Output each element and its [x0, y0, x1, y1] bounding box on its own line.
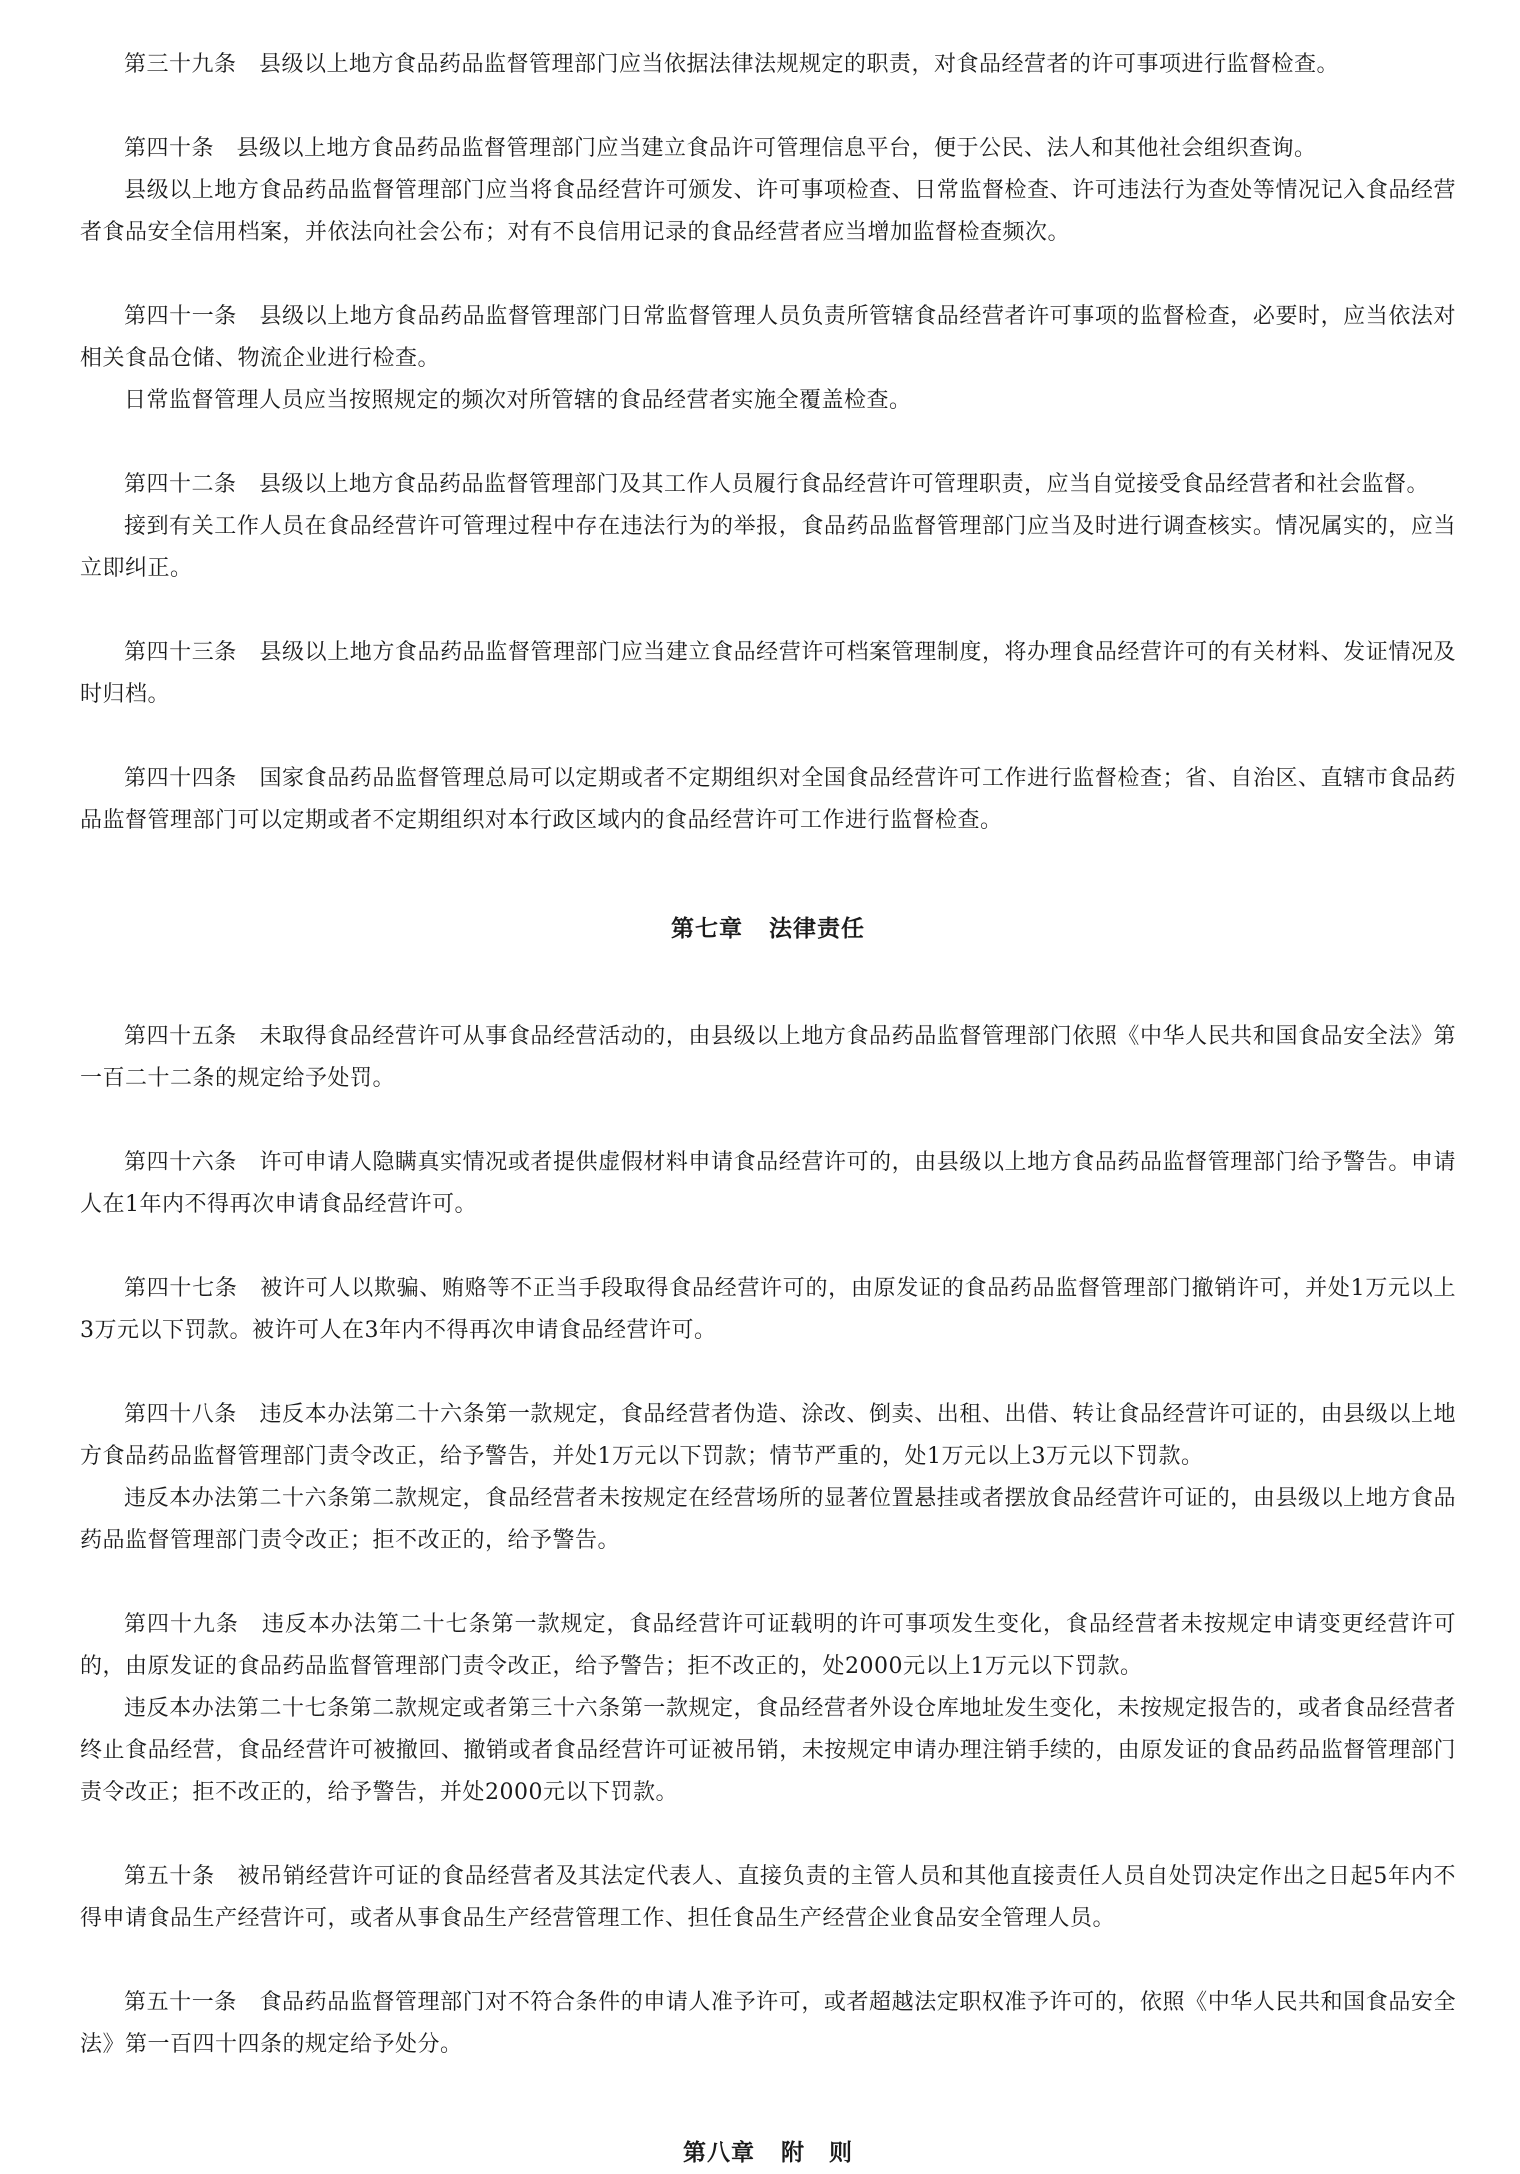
article-48-paragraph: 第四十八条 违反本办法第二十六条第一款规定，食品经营者伪造、涂改、倒卖、出租、出借、转让食品经营许可证的，由县级以上地方食品药品监督管理部门责令改正，给予警告，并处1万元以下罚款；情节严重的，处1万元以上3万元以下罚款。	[80, 1402, 1456, 1469]
chapter-7-heading	[80, 908, 1456, 950]
article-49-paragraph-2: 违反本办法第二十七条第二款规定或者第三十六条第一款规定，食品经营者外设仓库地址发生变化，未按规定报告的，或者食品经营者终止食品经营，食品经营许可被撤回、撤销或者食品经营许可证被吊销，未按规定申请办理注销手续的，由原发证的食品药品监督管理部门责令改正；拒不改正的，给予警告，并处2000元以下罚款。	[80, 1696, 1456, 1805]
article-47-paragraph: 第四十七条 被许可人以欺骗、贿赂等不正当手段取得食品经营许可的，由原发证的食品药品监督管理部门撤销许可，并处1万元以上3万元以下罚款。被许可人在3年内不得再次申请食品经营许可。	[80, 1276, 1456, 1343]
article-39-paragraph: 第三十九条 县级以上地方食品药品监督管理部门应当依据法律法规规定的职责，对食品经营者的许可事项进行监督检查。	[124, 52, 1340, 77]
article-49-paragraph: 第四十九条 违反本办法第二十七条第一款规定，食品经营许可证载明的许可事项发生变化，食品经营者未按规定申请变更经营许可的，由原发证的食品药品监督管理部门责令改正，给予警告；拒不改正的，处2000元以上1万元以下罚款。	[80, 1612, 1456, 1679]
document-page	[80, 44, 1456, 2174]
article-41-paragraph: 第四十一条 县级以上地方食品药品监督管理部门日常监督管理人员负责所管辖食品经营者许可事项的监督检查，必要时，应当依法对相关食品仓储、物流企业进行检查。	[80, 304, 1456, 371]
chapter-8-heading	[80, 2132, 1456, 2174]
article-43-paragraph: 第四十三条 县级以上地方食品药品监督管理部门应当建立食品经营许可档案管理制度，将办理食品经营许可的有关材料、发证情况及时归档。	[80, 640, 1456, 707]
article-50-paragraph: 第五十条 被吊销经营许可证的食品经营者及其法定代表人、直接负责的主管人员和其他直接责任人员自处罚决定作出之日起5年内不得申请食品生产经营许可，或者从事食品生产经营管理工作、担任食品生产经营企业食品安全管理人员。	[80, 1864, 1456, 1931]
article-48-paragraph-2: 违反本办法第二十六条第二款规定，食品经营者未按规定在经营场所的显著位置悬挂或者摆放食品经营许可证的，由县级以上地方食品药品监督管理部门责令改正；拒不改正的，给予警告。	[80, 1486, 1456, 1553]
chapter-8-title: 附 则	[781, 2139, 853, 2166]
article-40-paragraph: 第四十条 县级以上地方食品药品监督管理部门应当建立食品许可管理信息平台，便于公民、法人和其他社会组织查询。	[124, 136, 1317, 161]
article-51-paragraph: 第五十一条 食品药品监督管理部门对不符合条件的申请人准予许可，或者超越法定职权准予许可的，依照《中华人民共和国食品安全法》第一百四十四条的规定给予处分。	[80, 1990, 1456, 2057]
article-44-paragraph: 第四十四条 国家食品药品监督管理总局可以定期或者不定期组织对全国食品经营许可工作进行监督检查；省、自治区、直辖市食品药品监督管理部门可以定期或者不定期组织对本行政区域内的食品经营许可工作进行监督检查。	[80, 766, 1456, 833]
chapter-7-number: 第七章	[671, 915, 743, 942]
article-41-paragraph-2: 日常监督管理人员应当按照规定的频次对所管辖的食品经营者实施全覆盖检查。	[124, 388, 912, 413]
article-40-paragraph-2: 县级以上地方食品药品监督管理部门应当将食品经营许可颁发、许可事项检查、日常监督检查、许可违法行为查处等情况记入食品经营者食品安全信用档案，并依法向社会公布；对有不良信用记录的食品经营者应当增加监督检查频次。	[80, 178, 1456, 245]
article-45-paragraph: 第四十五条 未取得食品经营许可从事食品经营活动的，由县级以上地方食品药品监督管理部门依照《中华人民共和国食品安全法》第一百二十二条的规定给予处罚。	[80, 1024, 1456, 1091]
article-42-paragraph: 第四十二条 县级以上地方食品药品监督管理部门及其工作人员履行食品经营许可管理职责，应当自觉接受食品经营者和社会监督。	[124, 472, 1430, 497]
article-42-paragraph-2: 接到有关工作人员在食品经营许可管理过程中存在违法行为的举报，食品药品监督管理部门应当及时进行调查核实。情况属实的，应当立即纠正。	[80, 514, 1456, 581]
chapter-8-number: 第八章	[683, 2139, 755, 2166]
chapter-7-title: 法律责任	[769, 915, 865, 942]
article-46-paragraph: 第四十六条 许可申请人隐瞒真实情况或者提供虚假材料申请食品经营许可的，由县级以上地方食品药品监督管理部门给予警告。申请人在1年内不得再次申请食品经营许可。	[80, 1150, 1456, 1217]
